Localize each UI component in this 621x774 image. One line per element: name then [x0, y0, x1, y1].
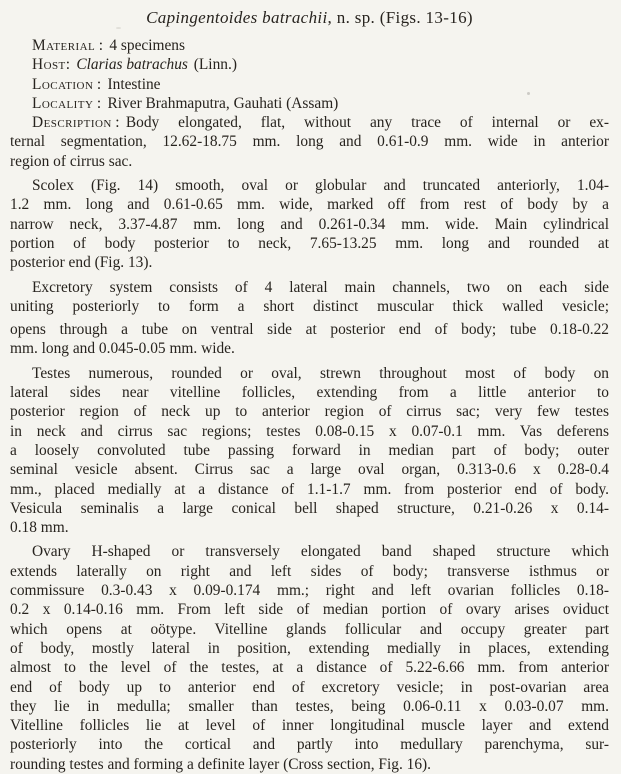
text-line: uniting posteriorly to form a short distinct muscular thick walled vesicle; [10, 297, 609, 315]
paragraph-testes [10, 364, 609, 538]
text-line: ternal segmentation, 12.62-18.75 mm. long and 0.61-0.9 mm. wide in anterior [10, 133, 609, 151]
description-label: Description : [32, 114, 121, 132]
text-line: end of body up to anterior end of excretory vesicle; in post-ovarian area [10, 678, 609, 696]
text-line: mm., placed medially at a distance of 1.1-1.7 mm. from posterior end of body. [10, 480, 609, 498]
field-locality-value: River Brahmaputra, Gauhati (Assam) [107, 94, 339, 112]
field-host-species: Clarias batrachus [76, 56, 188, 74]
text-line: portion of body posterior to neck, 7.65-13.25 mm. long and rounded at [10, 234, 609, 252]
text-line: posteriorly into the cortical and partly into medullary parenchyma, sur- [10, 736, 609, 754]
text-line: lateral sides near vitelline follicles, extending from a little anterior to [10, 384, 609, 402]
text-line: 0.2 x 0.14-0.16 mm. From left side of median portion of ovary arises oviduct [10, 601, 609, 619]
text-line [10, 113, 609, 132]
text-line: Testes numerous, rounded or oval, strewn throughout most of body on [32, 364, 609, 382]
text-line: mm. long and 0.045-0.05 mm. wide. [10, 340, 235, 358]
text-line: a loosely convoluted tube passing forward in median part of body; outer [10, 441, 609, 459]
field-locality-label: Locality : [32, 94, 102, 112]
text-line: region of cirrus sac. [10, 152, 133, 170]
field-material-label: Material : [32, 37, 104, 54]
text-line: rounding testes and forming a definite layer (Cross section, Fig. 16). [10, 755, 432, 773]
text-run: Body elongated, flat, without any trace of internal or ex- [125, 114, 609, 132]
field-location-label: Location : [32, 75, 102, 93]
field-location [10, 75, 609, 94]
text-line: Vitelline follicles lie at level of inner longitudinal muscle layer and extend [10, 717, 609, 735]
text-line: 1.2 mm. long and 0.61-0.65 mm. wide, marked off from rest of body by a [10, 196, 609, 214]
text-line: of body, mostly lateral in position, extending medially in places, extending [10, 639, 609, 657]
species-title [10, 7, 609, 29]
field-material [10, 36, 609, 55]
text-line: posterior region of neck up to anterior region of cirrus sac; very few testes [10, 403, 609, 421]
text-line: opens through a tube on ventral side at posterior end of body; tube 0.18-0.22 [10, 321, 609, 339]
field-locality [10, 94, 609, 113]
species-title-suffix: , n. sp. (Figs. 13-16) [327, 8, 473, 27]
text-line: posterior end (Fig. 13). [10, 254, 153, 272]
paragraph-description [10, 113, 609, 171]
field-host-suffix: (Linn.) [193, 56, 237, 74]
field-location-value: Intestine [107, 75, 161, 93]
species-name-italic: Capingentoides batrachii [146, 8, 328, 27]
text-line: in neck and cirrus sac regions; testes 0.08-0.15 x 0.07-0.1 mm. Vas deferens [10, 422, 609, 440]
text-line: Vesicula seminalis a large conical bell shaped structure, 0.21-0.26 x 0.14- [10, 499, 609, 517]
text-line: narrow neck, 3.37-4.87 mm. long and 0.261-0.34 mm. wide. Main cylindrical [10, 215, 609, 233]
scan-speck [116, 27, 121, 29]
text-line: extends laterally on right and left sides of body; transverse isthmus or [10, 562, 609, 580]
field-material-value: 4 specimens [109, 37, 185, 54]
text-line: 0.18 mm. [10, 519, 69, 537]
text-line: which opens at oötype. Vitelline glands follicular and occupy greater part [10, 620, 609, 638]
text-line: they lie in medulla; smaller than testes, being 0.06-0.11 x 0.03-0.07 mm. [10, 697, 609, 715]
text-line: almost to the level of the testes, at a distance of 5.22-6.66 mm. from anterior [10, 659, 609, 677]
text-line: Ovary H-shaped or transversely elongated band shaped structure which [32, 543, 609, 561]
field-host-label: Host: [32, 56, 71, 74]
text-line: commissure 0.3-0.43 x 0.09-0.174 mm.; right and left ovarian follicles 0.18- [10, 582, 609, 600]
field-host [10, 55, 609, 74]
text-line: Scolex (Fig. 14) smooth, oval or globular and truncated anteriorly, 1.04- [32, 177, 609, 195]
text-line: seminal vesicle absent. Cirrus sac a large oval organ, 0.313-0.6 x 0.28-0.4 [10, 461, 609, 479]
scan-speck [527, 92, 530, 95]
paragraph-excretory [10, 278, 609, 359]
paragraph-scolex [10, 176, 609, 272]
text-line: Excretory system consists of 4 lateral main channels, two on each side [32, 278, 609, 296]
paragraph-ovary [10, 542, 609, 774]
